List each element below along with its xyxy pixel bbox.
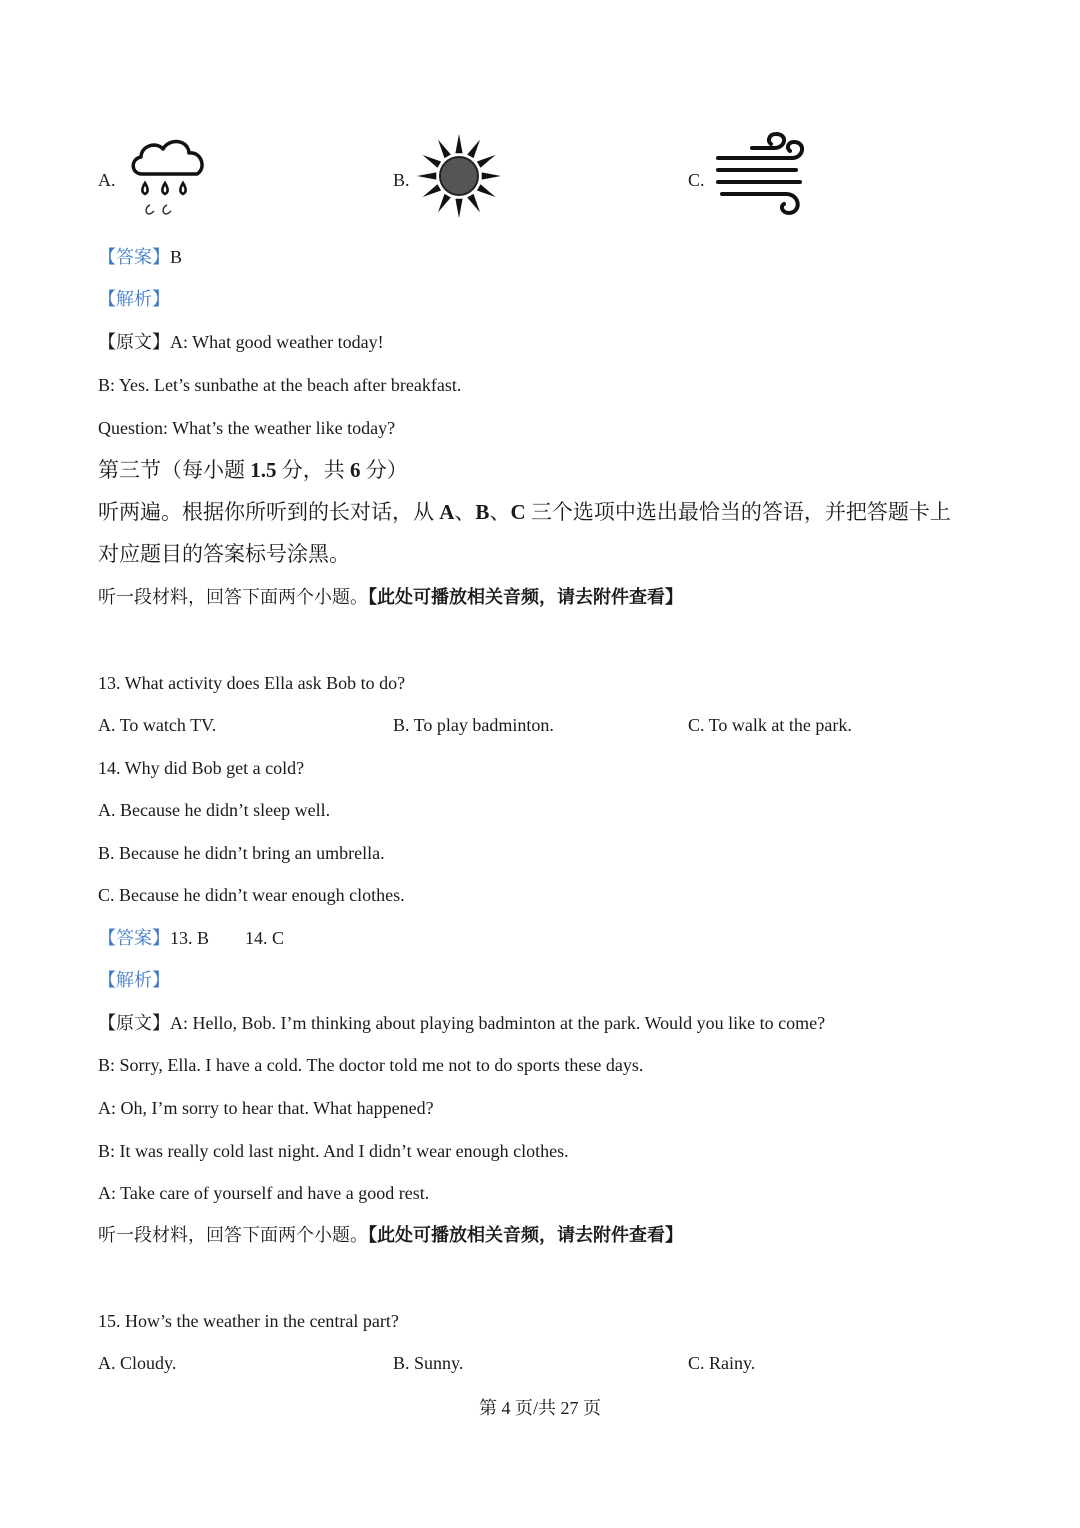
q14-option-b: B. Because he didn’t bring an umbrella.: [98, 843, 385, 863]
answer-13-14: [98, 926, 284, 950]
transcript-13-14-line: A: Take care of yourself and have a good rest.: [98, 1183, 430, 1203]
analysis-tag: 【解析】: [98, 289, 170, 309]
sun-ray: [455, 134, 462, 153]
instruction-text: 听两遍。根据你所听到的长对话，从: [98, 500, 440, 524]
raindrop: [162, 183, 167, 194]
transcript-13-14-line: A: Oh, I’m sorry to hear that. What happened?: [98, 1098, 434, 1118]
sun-icon: [418, 132, 500, 220]
transcript-tag: 【原文】: [98, 332, 170, 352]
transcript-13-14-line: B: It was really cold last night. And I didn’t wear enough clothes.: [98, 1141, 569, 1161]
heading-points-total: 6: [350, 458, 361, 482]
q12-option-a-label: A.: [98, 170, 116, 190]
instruction-sep: 、: [489, 500, 511, 524]
rain-splash: [146, 205, 154, 214]
heading-text: 分）: [360, 458, 408, 482]
analysis-13-14: [98, 968, 170, 992]
transcript-13-14-line: B: Sorry, Ella. I have a cold. The doctor told me not to do sports these days.: [98, 1055, 644, 1075]
wind-line: [752, 134, 784, 148]
audio-note: 【此处可播放相关音频，请去附件查看】: [368, 587, 683, 607]
listen-prompt-text: 听一段材料，回答下面两个小题。: [98, 1225, 368, 1245]
section-instruction-line2: 对应题目的答案标号涂黑。: [98, 542, 350, 566]
heading-text: 分，共: [276, 458, 350, 482]
answer-12: [98, 245, 182, 269]
question-14: 14. Why did Bob get a cold?: [98, 758, 305, 778]
raindrop: [180, 183, 185, 194]
heading-points-each: 1.5: [250, 458, 277, 482]
sun-ray: [467, 140, 480, 159]
heading-text: 第三节（每小题: [98, 458, 251, 482]
q13-option-b: B. To play badminton.: [393, 715, 554, 735]
instruction-option: C: [510, 500, 526, 524]
transcript-text: A: What good weather today!: [170, 332, 384, 352]
rain-cloud-icon: [126, 136, 212, 220]
answer-tag: 【答案】: [98, 928, 170, 948]
sun-ray: [477, 155, 496, 168]
q13-option-c: C. To walk at the park.: [688, 715, 852, 735]
q14-option-c: C. Because he didn’t wear enough clothes.: [98, 885, 405, 905]
instruction-sep: 、: [454, 500, 476, 524]
question-15: 15. How’s the weather in the central part?: [98, 1311, 399, 1331]
sun-ray: [477, 184, 496, 197]
transcript-tag: 【原文】: [98, 1013, 170, 1033]
q15-option-c: C. Rainy.: [688, 1353, 756, 1373]
transcript-12-line: [98, 330, 384, 354]
section-heading: [98, 456, 408, 484]
audio-note: 【此处可播放相关音频，请去附件查看】: [368, 1225, 683, 1245]
sun-ray: [455, 199, 462, 218]
rain-splash: [163, 205, 171, 214]
q12-option-b-label: B.: [393, 170, 410, 190]
raindrop: [142, 183, 147, 194]
listen-prompt: [98, 585, 683, 609]
question-13: 13. What activity does Ella ask Bob to do?: [98, 673, 406, 693]
cloud-outline: [133, 142, 202, 174]
wind-line: [722, 194, 798, 213]
wind-icon: [712, 136, 810, 216]
listen-prompt: [98, 1223, 683, 1247]
answer-q13: 13. B: [170, 928, 210, 948]
transcript-12-line: B: Yes. Let’s sunbathe at the beach after breakfast.: [98, 375, 462, 395]
section-instruction: [98, 498, 951, 526]
answer-value: B: [170, 247, 183, 267]
sun-ray: [438, 194, 451, 213]
sun-ray: [417, 172, 436, 179]
instruction-text: 三个选项中选出最恰当的答语，并把答题卡上: [525, 500, 951, 524]
answer-q14: 14. C: [245, 928, 285, 948]
sun-ray: [467, 194, 480, 213]
sun-disc: [440, 157, 478, 195]
q15-option-a: A. Cloudy.: [98, 1353, 177, 1373]
sun-ray: [423, 184, 442, 197]
sun-ray: [438, 140, 451, 159]
sun-ray: [423, 155, 442, 168]
transcript-text: A: Hello, Bob. I’m thinking about playing badminton at the park. Would you like to come?: [170, 1013, 826, 1033]
q12-option-c-label: C.: [688, 170, 705, 190]
q15-option-b: B. Sunny.: [393, 1353, 464, 1373]
analysis-12: [98, 287, 170, 311]
answer-tag: 【答案】: [98, 247, 170, 267]
analysis-tag: 【解析】: [98, 970, 170, 990]
instruction-option: B: [475, 500, 490, 524]
transcript-12-line: Question: What’s the weather like today?: [98, 418, 396, 438]
page-number-footer: 第 4 页/共 27 页: [478, 1398, 601, 1418]
transcript-13-14-line: [98, 1011, 825, 1035]
q14-option-a: A. Because he didn’t sleep well.: [98, 800, 331, 820]
listen-prompt-text: 听一段材料，回答下面两个小题。: [98, 587, 368, 607]
q13-option-a: A. To watch TV.: [98, 715, 217, 735]
sun-ray: [482, 172, 501, 179]
instruction-option: A: [439, 500, 455, 524]
